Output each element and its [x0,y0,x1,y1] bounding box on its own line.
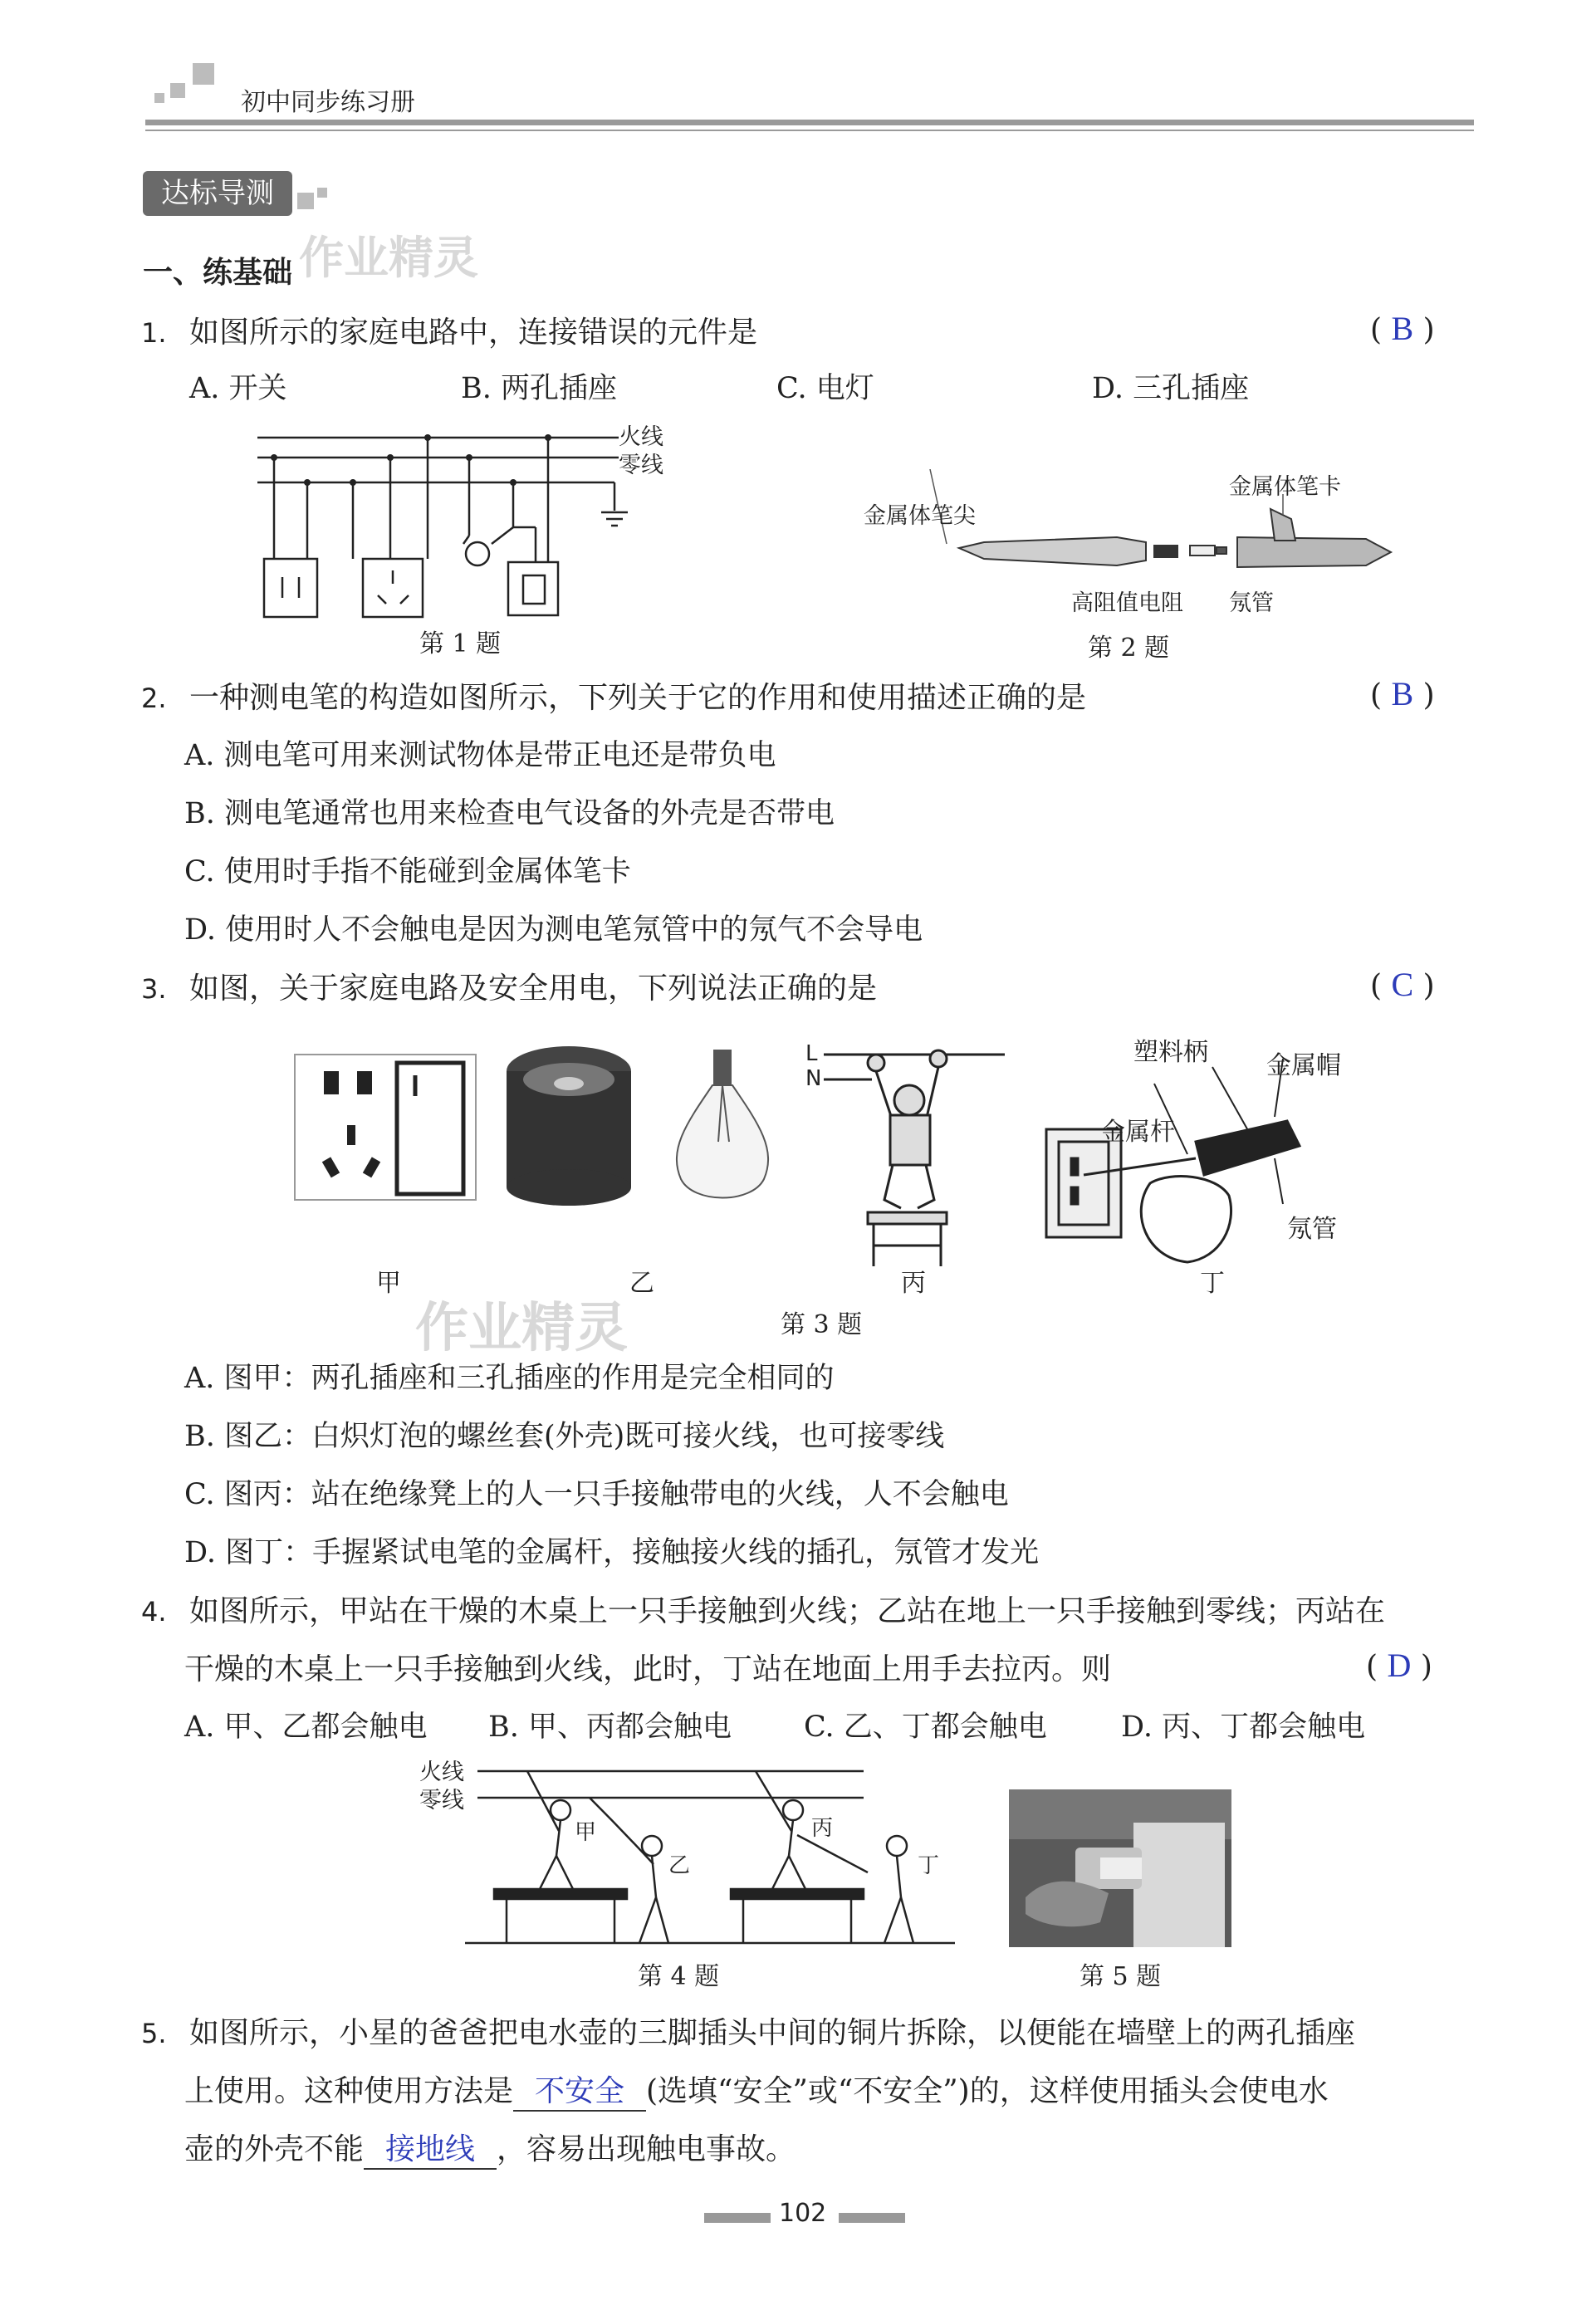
svg-text:零线: 零线 [419,1788,464,1813]
question-5: 5. 如图所示，小星的爸爸把电水壶的三脚插头中间的铜片拆除，以便能在墙壁上的两孔插座 [141,2016,1355,2050]
svg-text:N: N [805,1066,822,1091]
q4-option-d: D. 丙、丁都会触电 [1121,1711,1366,1744]
svg-text:丁: 丁 [1200,1269,1225,1298]
question-3: 3. 如图，关于家庭电路及安全用电，下列说法正确的是 [141,972,877,1006]
panel-ding [1046,1059,1300,1262]
panel-bing [805,1041,1005,1266]
figure-5-caption: 第 5 题 [1080,1962,1162,1991]
svg-text:金属体笔卡: 金属体笔卡 [1229,474,1341,500]
svg-text:金属体笔尖: 金属体笔尖 [864,503,976,529]
q4-option-b: B. 甲、丙都会触电 [488,1711,732,1744]
svg-text:塑料柄: 塑料柄 [1133,1038,1208,1067]
q1-option-a: A. 开关 [189,372,287,405]
panel-jia [295,1055,476,1200]
q2-option-b: B. 测电笔通常也用来检查电气设备的外壳是否带电 [184,797,835,830]
q1-option-c: C. 电灯 [776,372,874,405]
answer-3: ( C ) [1370,966,1435,1003]
figure-4-circuit [415,1748,980,1960]
section-badge: 达标导测 [143,171,292,216]
q4-option-c: C. 乙、丁都会触电 [804,1711,1047,1744]
svg-text:金属帽: 金属帽 [1266,1051,1341,1080]
q1-option-d: D. 三孔插座 [1092,372,1250,405]
blank-1[interactable]: 不安全 [513,2068,646,2112]
q4-option-a: A. 甲、乙都会触电 [184,1711,428,1744]
q2-option-c: C. 使用时手指不能碰到金属体笔卡 [184,855,631,888]
figure-1-caption: 第 1 题 [419,629,502,658]
question-1: 1. 如图所示的家庭电路中，连接错误的元件是 [141,316,757,350]
q2-option-d: D. 使用时人不会触电是因为测电笔氖管中的氖气不会导电 [184,913,923,947]
figure-4-caption: 第 4 题 [638,1962,720,1991]
q2-option-a: A. 测电笔可用来测试物体是带正电还是带负电 [184,739,776,772]
page-number: 102 [779,2199,827,2228]
answer-1: ( B ) [1370,310,1435,347]
svg-text:高阻值电阻: 高阻值电阻 [1071,590,1183,616]
watermark: 作业精灵 [299,232,478,284]
watermark-mid: 作业精灵 [415,1298,628,1359]
svg-text:火线: 火线 [419,1760,464,1785]
answer-4: ( D ) [1366,1647,1432,1684]
svg-text:L: L [805,1041,818,1066]
q3-option-d: D. 图丁：手握紧试电笔的金属杆，接触接火线的插孔，氖管才发光 [184,1536,1040,1569]
svg-text:甲: 甲 [376,1269,401,1298]
panel-yi [507,1046,631,1206]
figure-2-test-pencil [859,469,1408,627]
svg-text:丙: 丙 [811,1816,834,1841]
svg-text:丙: 丙 [901,1269,926,1298]
question-2: 2. 一种测电笔的构造如图所示，下列关于它的作用和使用描述正确的是 [141,681,1086,715]
svg-text:氖管: 氖管 [1229,590,1274,616]
section-title: 一、练基础 [143,256,293,290]
question-5-line2: 上使用。这种使用方法是 不安全 (选填“安全”或“不安全”)的，这样使用插头会使电水 [184,2068,1329,2112]
figure-1-circuit [249,419,681,627]
svg-text:乙: 乙 [629,1269,654,1298]
q3-option-b: B. 图乙：白炽灯泡的螺丝套(外壳)既可接火线，也可接零线 [184,1420,945,1453]
question-4: 4. 如图所示，甲站在干燥的木桌上一只手接触到火线；乙站在地上一只手接触到零线；丙站在 [141,1594,1385,1628]
figure-3-caption: 第 3 题 [781,1310,863,1339]
svg-text:甲: 甲 [575,1820,597,1845]
figure-5-photo [1009,1789,1231,1947]
blank-2[interactable]: 接地线 [364,2126,497,2170]
q3-option-c: C. 图丙：站在绝缘凳上的人一只手接触带电的火线，人不会触电 [184,1478,1009,1511]
header-rule [145,120,1474,125]
figure-2-caption: 第 2 题 [1088,634,1170,663]
q3-option-a: A. 图甲：两孔插座和三孔插座的作用是完全相同的 [184,1362,835,1395]
svg-text:金属杆: 金属杆 [1100,1118,1175,1147]
panel-bulb [677,1050,768,1198]
book-title: 初中同步练习册 [241,88,415,117]
svg-text:丁: 丁 [918,1853,940,1878]
svg-text:零线: 零线 [619,453,663,478]
svg-text:氖管: 氖管 [1287,1215,1337,1244]
q1-option-b: B. 两孔插座 [461,372,617,405]
question-5-line3: 壶的外壳不能 接地线 ，容易出现触电事故。 [184,2126,796,2170]
header-rule-thin [145,130,1474,131]
answer-2: ( B ) [1370,675,1435,712]
question-4-line2: 干燥的木桌上一只手接触到火线，此时，丁站在地面上用手去拉丙。则 [184,1652,1112,1686]
svg-text:火线: 火线 [619,424,663,450]
svg-text:乙: 乙 [668,1853,691,1878]
